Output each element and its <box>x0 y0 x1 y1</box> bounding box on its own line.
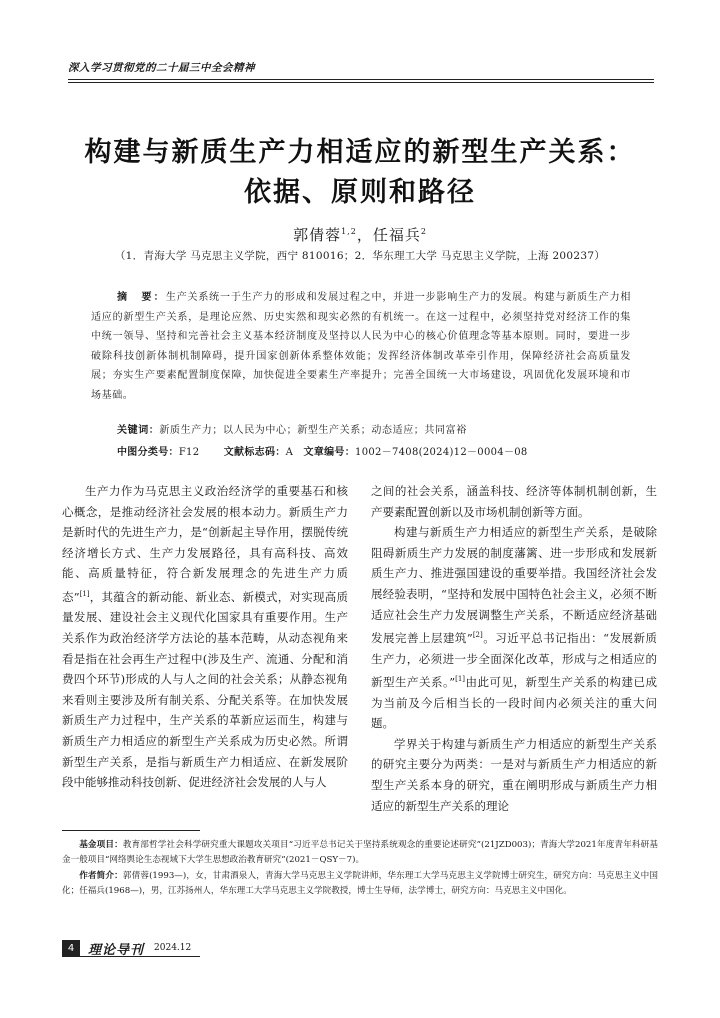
author-line <box>0 224 720 245</box>
body-column-left <box>62 481 348 793</box>
author-bio-text: 郭倩蓉(1993—)，女，甘肃酒泉人，青海大学马克思主义学院讲师，华东理工大学马克思主义学院博士研究生，研究方向：马克思主义中国化；任福兵(1968—)，男，江苏扬州人，华东理工大学马克思主义学院教授，博士生导师，法学博士，研究方向：马克思主义中国化。 <box>62 870 658 896</box>
footnote-rule <box>62 830 200 831</box>
funding-label: 基金项目： <box>79 840 123 850</box>
journal-issue: 2024.12 <box>154 943 192 953</box>
article-number-label: 文章编号： <box>303 447 356 458</box>
author-affil-mark: 1,2 <box>341 227 357 236</box>
body-paragraph: 之间的社会关系，涵盖科技、经济等体制机制创新，生产要素配置创新以及市场机制创新等方面。 <box>371 484 657 519</box>
citation: [2] <box>472 631 483 640</box>
page-footer <box>62 940 200 957</box>
body-text: 构建与新质生产力相适应的新型生产关系，是破除阻碍新质生产力发展的制度藩篱、进一步形成和发展新质生产力、推进强国建设的重要举措。我国经济社会发展经验表明，“坚持和发展中国特色社会主义，必须不断适应社会生产力发展调整生产关系，不断适应经济基础发展完善上层建筑” <box>371 525 657 645</box>
abstract <box>91 288 631 406</box>
doc-code-value: A <box>285 447 294 458</box>
author-separator: ， <box>356 226 373 244</box>
body-paragraph <box>371 522 657 734</box>
article-title-line-1: 构建与新质生产力相适应的新型生产关系： <box>84 137 636 168</box>
funding-text: 教育部哲学社会科学研究重大课题攻关项目“习近平总书记关于坚持系统观念的重要论述研究”(21JZD003)；青海大学2021年度青年科研基金一般项目“网络舆论生态视域下大学生思想政治教育研究”(2021－QSY－7)。 <box>62 840 658 866</box>
author-bio-note <box>62 869 658 900</box>
clc-label: 中图分类号： <box>117 447 179 458</box>
author-name: 郭倩蓉 <box>293 226 342 244</box>
body-text: ，其蕴含的新动能、新业态、新模式，对实现高质量发展、建设社会主义现代化国家具有重要作用。生产关系作为政治经济学方法论的基本范畴，从动态视角来看是指在社会再生产过程中(涉及生产、流通、分配和消费四个环节)形成的人与人之间的社会关系；从静态视角来看则主要涉及所有制关系、分配关系等。在加快发展新质生产力过程中，生产关系的革新应运而生，构建与新质生产力相适应的新型生产关系成为历史必然。所谓新型生产关系，是指与新质生产力相适应、在新发展阶段中能够推动科技创新、促进经济社会发展的人与人 <box>62 589 349 790</box>
clc-value: F12 <box>178 447 200 458</box>
article-number-value: 1002－7408(2024)12－0004－08 <box>355 447 528 458</box>
abstract-text: 生产关系统一于生产力的形成和发展过程之中，并进一步影响生产力的发展。构建与新质生产力相适应的新型生产关系，是理论应然、历史实然和现实必然的有机统一。在这一过程中，必须坚持党对经济工作的集中统一领导、坚持和完善社会主义基本经济制度及坚持以人民为中心的核心价值理念等基本原则。同时，要进一步破除科技创新体制机制障碍，提升国家创新体系整体效能；发挥经济体制改革牵引作用，保障经济社会高质量发展；夯实生产要素配置制度保障，加快促进全要素生产率提升；完善全国统一大市场建设，巩固优化发展环境和市场基础。 <box>91 292 631 401</box>
keywords-label: 关键词： <box>117 425 160 436</box>
author-name: 任福兵 <box>372 226 421 244</box>
body-text: 生产力作为马克思主义政治经济学的重要基石和核心概念，是推动经济社会发展的根本动力。新质生产力是新时代的先进生产力，是“创新起主导作用，摆脱传统经济增长方式、生产力发展路径，具有高科技、高效能、高质量特征，符合新发展理念的先进生产力质态” <box>62 484 348 604</box>
citation: [1] <box>79 589 90 598</box>
keywords-text: 新质生产力；以人民为中心；新型生产关系；动态适应；共同富裕 <box>159 425 467 436</box>
doc-code-label: 文献标志码： <box>223 447 286 458</box>
author-bio-label: 作者简介： <box>79 870 123 881</box>
footnotes <box>62 838 658 899</box>
running-header: 深入学习贯彻党的二十届三中全会精神 <box>68 60 654 80</box>
body-paragraph <box>62 481 348 793</box>
abstract-label: 摘 要： <box>117 292 166 303</box>
body-text: 由此可见，新型生产关系的构建已成为当前及今后相当长的一段时间内必须关注的重大问题。 <box>371 675 657 731</box>
body-paragraph: 学界关于构建与新质生产力相适应的新型生产关系的研究主要分为两类：一是对与新质生产力相适应的新型生产关系本身的研究，重在阐明形成与新质生产力相适应的新型生产关系的理论 <box>371 736 657 813</box>
citation: [1] <box>455 675 466 684</box>
article-title-line-2: 依据、原则和路径 <box>244 177 476 208</box>
journal-name: 理论导刊 <box>88 942 145 958</box>
page-number: 4 <box>62 940 80 956</box>
author-affil-mark: 2 <box>420 227 427 236</box>
affiliation: （1．青海大学 马克思主义学院，西宁 810016；2．华东理工大学 马克思主义学院，上海 200237） <box>114 250 606 262</box>
keywords <box>117 421 637 436</box>
classification-line <box>117 443 637 458</box>
body-text: 。习近平总书记指出：“发展新质生产力，必须进一步全面深化改革，形成与之相适应的新型生产关系。” <box>371 630 657 689</box>
body-column-right <box>371 481 657 816</box>
funding-note <box>62 838 658 869</box>
